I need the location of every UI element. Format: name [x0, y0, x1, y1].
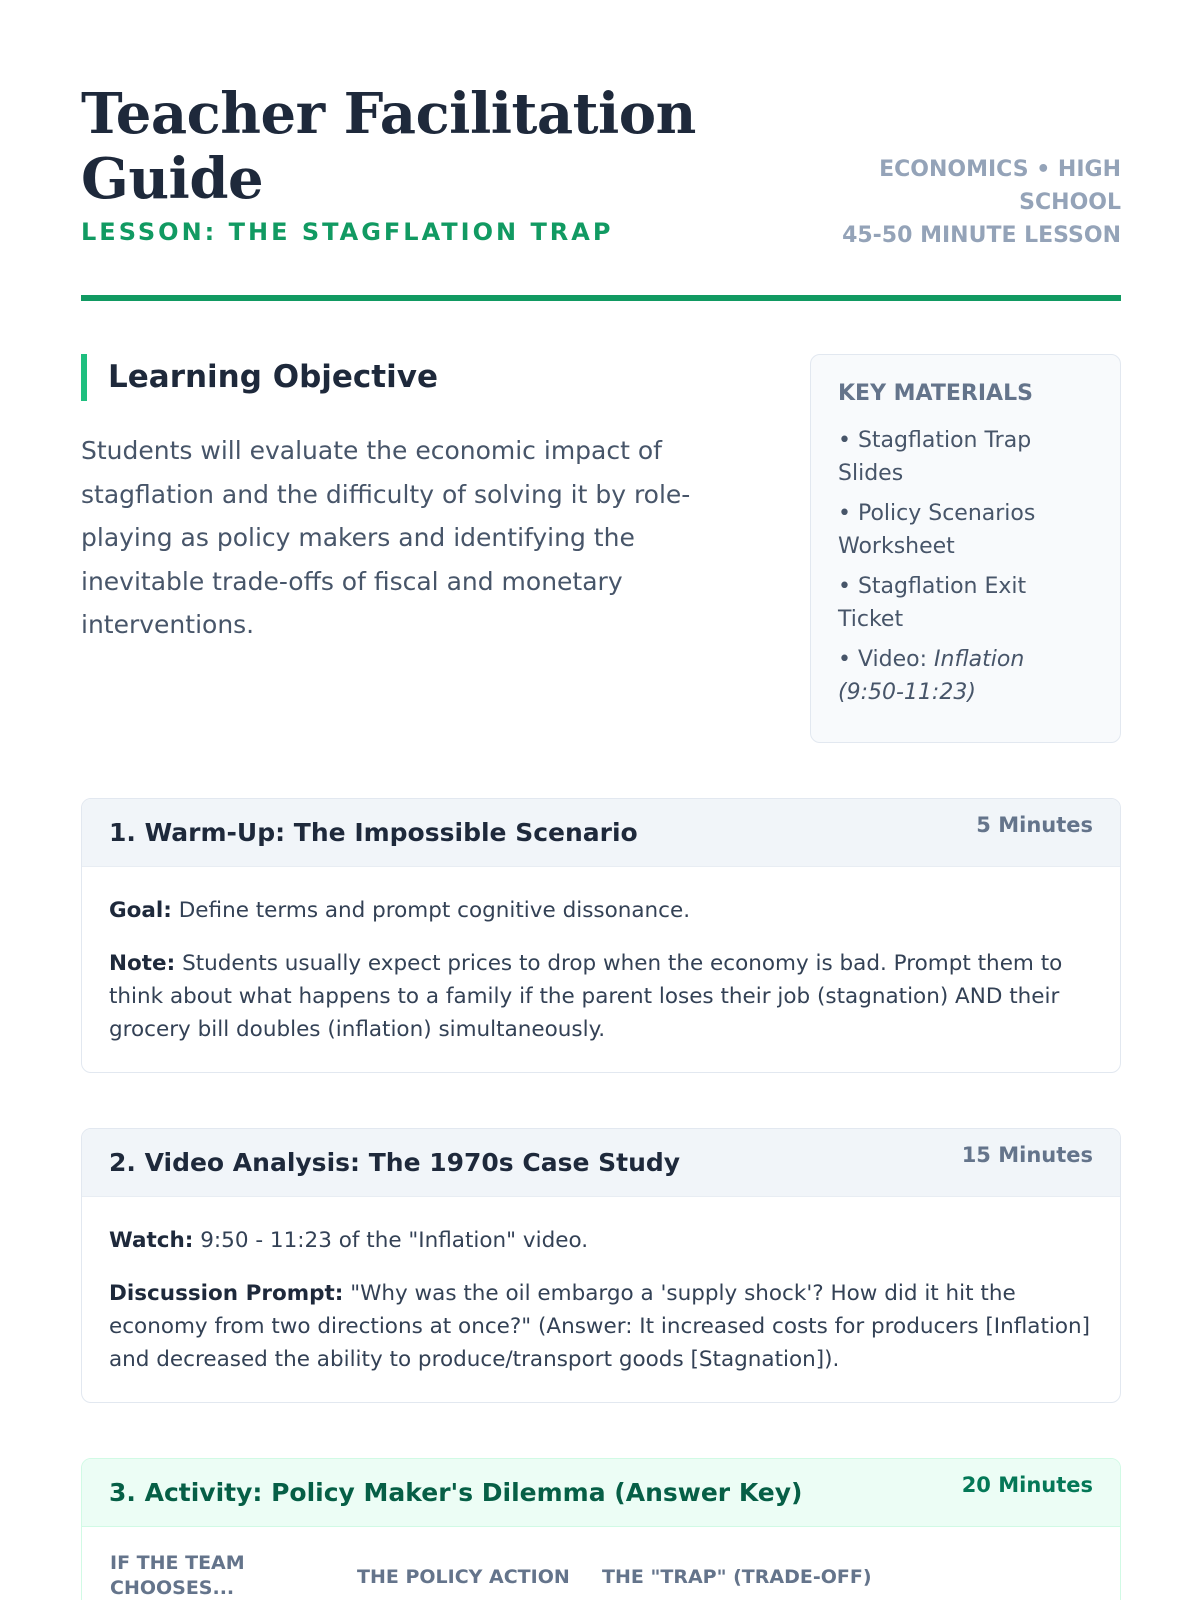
section-duration: 5 Minutes: [976, 813, 1093, 837]
section-card-video-analysis: [81, 1128, 1121, 1403]
header: [81, 0, 1121, 301]
section-card-header: [82, 1459, 1120, 1527]
page: [81, 0, 1121, 1599]
section-card-header: [82, 799, 1120, 867]
section-note: [109, 947, 1093, 1046]
page-title: Teacher Facilitation Guide: [81, 81, 696, 212]
section-title: 2. Video Analysis: The 1970s Case Study: [109, 1148, 681, 1177]
watch-label: Watch:: [109, 1228, 194, 1253]
heading-accent-bar: [81, 354, 87, 401]
section-title: 1. Warm-Up: The Impossible Scenario: [109, 818, 638, 847]
video-title: Inflation (9:50-11:23): [838, 647, 1025, 705]
discussion-label: Discussion Prompt:: [109, 1281, 344, 1306]
note-text: Students usually expect prices to drop when the economy is bad. Prompt them to think about what happens to a family if the parent loses their job (stagnation) AND their grocery bill doubles (inflation) simultaneously.: [109, 951, 1063, 1042]
discussion-text: "Why was the oil embargo a 'supply shock'? How did it hit the economy from two directions at once?" (Answer: It increased costs for producers [Inflation] and decreased the ability to produce/transport goods [Stagnation]).: [109, 1281, 1091, 1372]
material-item: • Policy Scenarios Worksheet: [838, 501, 1036, 559]
meta-subject-level: ECONOMICS • HIGH SCHOOL: [879, 157, 1121, 215]
section-discussion: [109, 1277, 1093, 1376]
meta-duration: 45-50 MINUTE LESSON: [842, 223, 1121, 248]
learning-objective-text: Students will evaluate the economic impact of stagflation and the difficulty of solving it by role-playing as policy makers and identifying the inevitable trade-offs of fiscal and monetary interventions.: [81, 436, 691, 639]
section-card-header: [82, 1129, 1120, 1197]
goal-text: Define terms and prompt cognitive dissonance.: [171, 898, 691, 923]
learning-objective-section: [81, 354, 701, 647]
material-item: • Stagflation Trap Slides: [838, 428, 1032, 486]
section-duration: 20 Minutes: [961, 1473, 1093, 1497]
video-prefix: • Video:: [838, 647, 935, 672]
answer-key-table-header: [82, 1527, 1120, 1600]
section-title: 3. Activity: Policy Maker's Dilemma (Answer Key): [109, 1478, 803, 1507]
section-goal: [109, 894, 1093, 927]
section-duration: 15 Minutes: [961, 1143, 1093, 1167]
material-item: • Stagflation Exit Ticket: [838, 574, 1027, 632]
column-header-trade-off: THE "TRAP" (TRADE-OFF): [602, 1566, 872, 1588]
section-card-body: [82, 867, 1120, 1073]
section-card-warm-up: [81, 798, 1121, 1073]
watch-text: 9:50 - 11:23 of the "Inflation" video.: [193, 1228, 589, 1253]
material-item-video: [838, 643, 1093, 709]
learning-objective-heading: [81, 354, 701, 401]
key-materials-box: [810, 354, 1121, 743]
section-card-activity: [81, 1458, 1121, 1600]
column-header-team-choice: IF THE TEAM CHOOSES...: [110, 1552, 245, 1599]
learning-objective-title: Learning Objective: [108, 359, 438, 395]
goal-label: Goal:: [109, 898, 172, 923]
header-divider: [81, 295, 1121, 301]
lesson-meta: [841, 153, 1121, 252]
section-watch: [109, 1224, 1093, 1257]
section-card-body: [82, 1197, 1120, 1403]
column-header-policy-action: THE POLICY ACTION: [357, 1566, 570, 1588]
note-label: Note:: [109, 951, 176, 976]
lesson-subtitle: LESSON: THE STAGFLATION TRAP: [81, 218, 614, 246]
key-materials-title: KEY MATERIALS: [838, 381, 1033, 406]
